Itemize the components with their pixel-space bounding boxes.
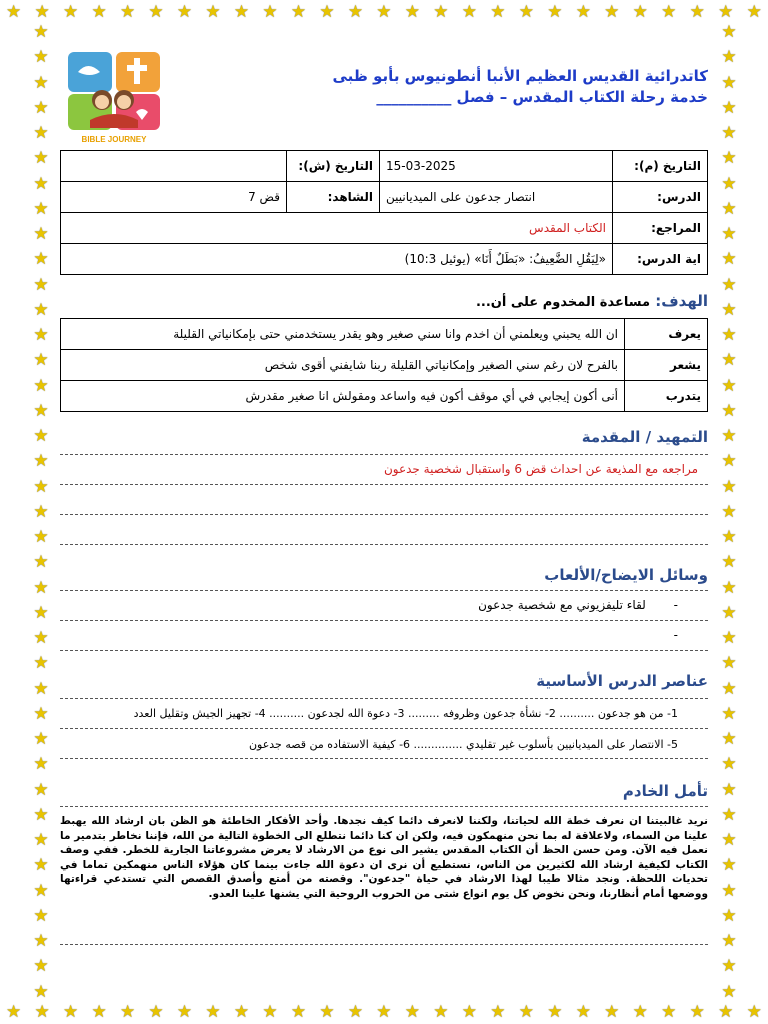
star-icon: ★ xyxy=(721,830,737,850)
star-icon: ★ xyxy=(33,47,49,68)
divider xyxy=(60,544,708,545)
star-icon: ★ xyxy=(33,754,49,775)
star-icon: ★ xyxy=(721,527,737,547)
goal-label-practice: يتدرب xyxy=(625,381,708,412)
star-icon: ★ xyxy=(33,451,49,472)
star-icon: ★ xyxy=(33,274,49,295)
star-icon: ★ xyxy=(518,1002,534,1022)
elements-line-2: 5- الانتصار على الميديانيين بأسلوب غير تقليدي .............. 6- كيفية الاستفاده من قصه جدعون xyxy=(248,738,678,751)
star-icon: ★ xyxy=(721,47,737,68)
goal-heading-key: الهدف: xyxy=(655,292,708,310)
star-icon: ★ xyxy=(604,2,620,22)
star-icon: ★ xyxy=(721,123,737,143)
star-icon: ★ xyxy=(33,224,49,244)
star-icon: ★ xyxy=(575,2,591,22)
left-star-border xyxy=(30,22,52,1002)
star-icon: ★ xyxy=(33,350,49,371)
star-icon: ★ xyxy=(33,931,49,951)
lesson-label: الدرس: xyxy=(613,182,708,213)
service-title: خدمة رحلة الكتاب المقدس – فصل __________ xyxy=(376,88,708,106)
star-icon: ★ xyxy=(721,72,737,93)
verse-label: اية الدرس: xyxy=(613,244,708,275)
star-icon: ★ xyxy=(721,628,737,648)
star-icon: ★ xyxy=(262,1002,278,1022)
goal-heading-rest: مساعدة المخدوم على أن... xyxy=(475,295,650,310)
star-icon: ★ xyxy=(62,1002,79,1022)
star-icon: ★ xyxy=(33,400,49,421)
reflection-heading: تأمل الخادم xyxy=(622,782,708,800)
aids-item-1 xyxy=(478,598,678,612)
lesson-info-table xyxy=(60,150,708,275)
star-icon: ★ xyxy=(376,1002,392,1022)
star-icon: ★ xyxy=(721,400,737,421)
star-icon: ★ xyxy=(33,628,49,648)
star-icon: ★ xyxy=(721,577,737,598)
star-icon: ★ xyxy=(718,2,734,22)
star-icon: ★ xyxy=(33,375,49,396)
goal-text-practice: أنى أكون إيجابي في أي موقف أكون فيه واساعد ومقولش انا صغير مقدرش xyxy=(61,381,625,412)
star-icon: ★ xyxy=(689,1002,705,1022)
divider xyxy=(60,728,708,729)
star-icon: ★ xyxy=(721,375,737,396)
right-star-border xyxy=(718,22,740,1002)
star-icon: ★ xyxy=(721,426,737,446)
star-icon: ★ xyxy=(721,602,737,623)
star-icon: ★ xyxy=(518,2,534,22)
star-icon: ★ xyxy=(33,426,49,446)
star-icon: ★ xyxy=(721,981,737,1002)
star-icon: ★ xyxy=(721,198,737,219)
star-icon: ★ xyxy=(746,2,762,22)
star-icon: ★ xyxy=(547,2,563,22)
aids-item-1-text: لقاء تليفزيوني مع شخصية جدعون xyxy=(478,598,646,612)
date-s-value xyxy=(61,151,287,182)
star-icon: ★ xyxy=(33,804,49,825)
star-icon: ★ xyxy=(347,1002,364,1022)
star-icon: ★ xyxy=(721,880,737,901)
star-icon: ★ xyxy=(205,2,221,22)
star-icon: ★ xyxy=(33,552,49,573)
star-icon: ★ xyxy=(721,931,737,951)
star-icon: ★ xyxy=(33,123,49,143)
star-icon: ★ xyxy=(721,97,737,118)
star-icon: ★ xyxy=(33,501,49,522)
star-icon: ★ xyxy=(632,1002,648,1022)
star-icon: ★ xyxy=(404,2,421,22)
star-icon: ★ xyxy=(319,1002,335,1022)
star-icon: ★ xyxy=(721,552,737,573)
goal-text-know: ان الله يحبني ويعلمني أن اخدم وانا سني صغير وهو يقدر يستخدمني حتى بإمكانياتي القليلة xyxy=(61,319,625,350)
date-m-value: 15-03-2025 xyxy=(380,151,613,182)
divider xyxy=(60,514,708,515)
star-icon: ★ xyxy=(33,703,49,724)
intro-text: مراجعه مع المذيعة عن احداث قض 6 واستقبال شخصية جدعون xyxy=(383,462,698,476)
star-icon: ★ xyxy=(661,2,677,22)
star-icon: ★ xyxy=(721,905,737,926)
star-icon: ★ xyxy=(33,981,49,1002)
star-icon: ★ xyxy=(547,1002,563,1022)
star-icon: ★ xyxy=(721,653,737,674)
star-icon: ★ xyxy=(721,855,737,876)
star-icon: ★ xyxy=(433,2,449,22)
star-icon: ★ xyxy=(721,325,737,345)
star-icon: ★ xyxy=(721,274,737,295)
star-icon: ★ xyxy=(6,1002,22,1022)
star-icon: ★ xyxy=(119,2,136,22)
star-icon: ★ xyxy=(91,2,107,22)
star-icon: ★ xyxy=(721,703,737,724)
goal-heading xyxy=(476,292,708,310)
star-icon: ★ xyxy=(119,1002,136,1022)
divider xyxy=(60,650,708,651)
star-icon: ★ xyxy=(91,1002,107,1022)
star-icon: ★ xyxy=(490,1002,506,1022)
star-icon: ★ xyxy=(33,855,49,876)
goal-table xyxy=(60,318,708,412)
witness-label: الشاهد: xyxy=(287,182,380,213)
verse-value: «لِيَقُلِ الضَّعِيفُ: «بَطَلٌ أَنَا» (يوئيل 10:3) xyxy=(61,244,613,275)
star-icon: ★ xyxy=(604,1002,620,1022)
star-icon: ★ xyxy=(33,653,49,674)
star-icon: ★ xyxy=(721,729,737,749)
star-icon: ★ xyxy=(33,602,49,623)
divider xyxy=(60,484,708,485)
divider xyxy=(60,806,708,807)
star-icon: ★ xyxy=(62,2,79,22)
star-icon: ★ xyxy=(148,2,164,22)
star-icon: ★ xyxy=(33,148,49,169)
star-icon: ★ xyxy=(33,198,49,219)
star-icon: ★ xyxy=(721,249,737,270)
witness-value: قض 7 xyxy=(61,182,287,213)
divider xyxy=(60,698,708,699)
star-icon: ★ xyxy=(721,173,737,194)
star-icon: ★ xyxy=(721,22,737,42)
star-icon: ★ xyxy=(721,956,737,977)
star-icon: ★ xyxy=(661,1002,677,1022)
goal-label-feel: يشعر xyxy=(625,350,708,381)
star-icon: ★ xyxy=(376,2,392,22)
star-icon: ★ xyxy=(33,905,49,926)
star-icon: ★ xyxy=(33,173,49,194)
star-icon: ★ xyxy=(33,729,49,749)
star-icon: ★ xyxy=(33,249,49,270)
star-icon: ★ xyxy=(721,299,737,320)
star-icon: ★ xyxy=(718,1002,734,1022)
star-icon: ★ xyxy=(33,678,49,699)
reflection-text: نريد غالبيتنا ان نعرف خطة الله لحياتنا، ولكننا لانعرف دائما كيف نجدها. وأحد الأفكار الخاطئة هو الظن بان ارشاد الله يهبط علينا من السماء، ولاعلاقة له بما نحن منهمكون فيه، ولكن ان كنا دائما نتطلع الى الخطوة التالية من الله، فإننا نخاطر بتدمير ما نعمل فيه الآن. ومن حسن الحظ أن الكتاب المقدس يشير الى نوع من الارشاد لا يعرض مشروعاتنا الجارية للخطر. ففي وصف الكتاب لكيفية ارشاد الله لكثيرين من الناس، نستطيع أن نرى ان دعوة الله جاءت بينما كان هؤلاء الناس منهمكين تماما في تحديات اللحظة. ونجد مثالا طيبا لهذا الارشاد في حياة "جدعون". وقصته من أمتع وأصدق القصص التي تستدعي قراءتها ووضعها أمام أنظارنا، ونحن نخوض كل يوم انواع شتى من الحروب الروحية التي يشنها علينا العدو. xyxy=(60,815,708,900)
star-icon: ★ xyxy=(721,804,737,825)
bible-journey-logo xyxy=(66,50,162,146)
star-icon: ★ xyxy=(33,476,49,497)
goal-label-know: يعرف xyxy=(625,319,708,350)
star-icon: ★ xyxy=(33,830,49,850)
elements-heading: عناصر الدرس الأساسية xyxy=(536,672,708,690)
aids-bullet-2: - xyxy=(673,628,678,642)
star-icon: ★ xyxy=(33,577,49,598)
star-icon: ★ xyxy=(721,451,737,472)
top-star-border xyxy=(0,2,768,24)
star-icon: ★ xyxy=(461,2,477,22)
aids-bullet: - xyxy=(673,598,678,612)
references-value: الكتاب المقدس xyxy=(61,213,613,244)
star-icon: ★ xyxy=(33,299,49,320)
star-icon: ★ xyxy=(347,2,364,22)
divider xyxy=(60,454,708,455)
star-icon: ★ xyxy=(575,1002,591,1022)
star-icon: ★ xyxy=(233,1002,250,1022)
star-icon: ★ xyxy=(262,2,278,22)
star-icon: ★ xyxy=(176,2,193,22)
lesson-value: انتصار جدعون على الميديانيين xyxy=(380,182,613,213)
star-icon: ★ xyxy=(461,1002,477,1022)
goal-row xyxy=(61,381,708,412)
star-icon: ★ xyxy=(290,1002,307,1022)
star-icon: ★ xyxy=(721,350,737,371)
star-icon: ★ xyxy=(233,2,250,22)
star-icon: ★ xyxy=(721,754,737,775)
star-icon: ★ xyxy=(205,1002,221,1022)
star-icon: ★ xyxy=(721,779,737,800)
references-label: المراجع: xyxy=(613,213,708,244)
goal-text-feel: بالفرح لان رغم سني الصغير وإمكانياتي القليلة ربنا شايفني أقوى شخص xyxy=(61,350,625,381)
intro-heading: التمهيد / المقدمة xyxy=(581,428,708,446)
star-icon: ★ xyxy=(721,476,737,497)
page-header xyxy=(333,66,709,108)
goal-row xyxy=(61,319,708,350)
star-icon: ★ xyxy=(148,1002,164,1022)
aids-heading: وسائل الايضاح/الألعاب xyxy=(544,566,708,584)
church-title: كاتدرائية القديس العظيم الأنبا أنطونيوس بأبو ظبى xyxy=(332,67,708,85)
star-icon: ★ xyxy=(33,779,49,800)
star-icon: ★ xyxy=(490,2,506,22)
divider xyxy=(60,944,708,945)
divider xyxy=(60,620,708,621)
star-icon: ★ xyxy=(632,2,648,22)
star-icon: ★ xyxy=(34,1002,50,1022)
star-icon: ★ xyxy=(33,325,49,345)
bottom-star-border xyxy=(0,1002,768,1024)
star-icon: ★ xyxy=(6,2,22,22)
star-icon: ★ xyxy=(33,22,49,42)
star-icon: ★ xyxy=(689,2,705,22)
star-icon: ★ xyxy=(721,501,737,522)
star-icon: ★ xyxy=(721,224,737,244)
date-s-label: التاريخ (ش): xyxy=(287,151,380,182)
star-icon: ★ xyxy=(33,956,49,977)
logo-text: BIBLE JOURNEY xyxy=(81,135,147,144)
star-icon: ★ xyxy=(176,1002,193,1022)
star-icon: ★ xyxy=(433,1002,449,1022)
star-icon: ★ xyxy=(290,2,307,22)
star-icon: ★ xyxy=(721,678,737,699)
star-icon: ★ xyxy=(721,148,737,169)
divider xyxy=(60,758,708,759)
star-icon: ★ xyxy=(746,1002,762,1022)
elements-line-1: 1- من هو جدعون .......... 2- نشأة جدعون وظروفه ......... 3- دعوة الله لجدعون .......... 4- تجهيز الجيش وتقليل العدد xyxy=(133,707,678,720)
star-icon: ★ xyxy=(404,1002,421,1022)
star-icon: ★ xyxy=(33,880,49,901)
star-icon: ★ xyxy=(33,72,49,93)
date-m-label: التاريخ (م): xyxy=(613,151,708,182)
star-icon: ★ xyxy=(34,2,50,22)
goal-row xyxy=(61,350,708,381)
star-icon: ★ xyxy=(33,97,49,118)
star-icon: ★ xyxy=(33,527,49,547)
star-icon: ★ xyxy=(319,2,335,22)
divider xyxy=(60,590,708,591)
